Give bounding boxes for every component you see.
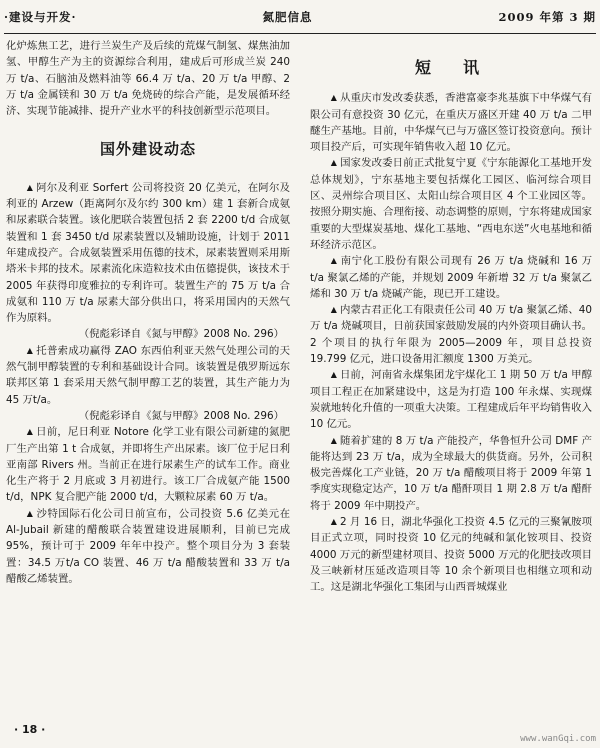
news-item-text: 国家发改委日前正式批复宁夏《宁东能源化工基地开发总体规划》，宁东基地主要包括煤化工园区、临河综合项目区、灵州综合项目区、太阳山综合项目区 4 个工业园区等。按照分期实施、合理衔接、动态调整的原则，宁东将建成国家重要的大型煤炭基地、煤化工基地、“西电东送”火电基地和循环经济示范区。 [310,157,592,251]
news-item [6,424,290,505]
section-title-short-news: 短 讯 [414,58,487,77]
news-item-text: 随着扩建的 8 万 t/a 产能投产，华鲁恒升公司 DMF 产能将达到 23 万 t/a，成为全球最大的供货商。另外，公司积极完善煤化工产业链，20 万 t/a 醋酸项目将于 2009 年第 1 季度实现稳定达产，10 万 t/a 醋酐项目 1 期 2.8 万 t/a 醋酐将于 2009 年中期投产。 [310,434,593,512]
watermark: www.wanGqi.com [520,734,596,744]
header-rule [4,33,596,34]
section-title-foreign: 国外建设动态 [99,140,196,159]
triangle-icon: ▲ [330,93,338,103]
news-item [310,302,592,367]
news-source: （倪彪彩译自《氮与甲醇》2008 No. 296） [78,409,284,422]
triangle-icon: ▲ [26,508,34,518]
news-item [310,90,592,155]
running-header [4,4,596,30]
triangle-icon: ▲ [330,305,337,315]
news-item-text: 从重庆市发改委获悉，香港富豪李兆基旗下中华煤气有限公司有意投资 30 亿元，在重庆万盛区开建 40 万 t/a 二甲醚生产基地。目前，中华煤气已与万盛区签订投资意向。预计项目投产后，可实现年销售收入超 10 亿元。 [310,92,592,154]
intro-paragraph: 化炉炼焦工艺，进行兰炭生产及后续的荒煤气制氢、煤焦油加氢、甲醇生产为主的资源综合利用，建成后可形成兰炭 240 万 t/a、石脑油及燃料油等 66.4 万 t/a、20 万 t/a 甲醇、2 万 t/a 金属镁和 30 万 t/a 免烧砖的综合产能，是发展循环经济、实现节能减排、提升产业水平的科技创新型示范项目。 [6,40,290,118]
news-item [6,180,290,327]
news-item [310,433,592,514]
triangle-icon: ▲ [330,256,338,266]
news-item-text: 内蒙古君正化工有限责任公司 40 万 t/a 聚氯乙烯、40 万 t/a 烧碱项目，日前获国家鼓励发展的内外资项目确认书。2 个项目的执行年限为 2005—2009 年，项目总投资 19.799 亿元，进口设备用汇额度 1300 万美元。 [310,304,592,366]
triangle-icon: ▲ [26,427,34,437]
news-item-text: 日前，河南省永煤集团龙宇煤化工 1 期 50 万 t/a 甲醇项目工程正在加紧建设中，这是为打造 100 年永煤、实现煤炭就地转化升值的一项重大决策。工程建成后年平均销售收入 10 亿元。 [310,369,593,431]
news-item [310,367,592,432]
news-item-text: 沙特国际石化公司日前宣布，公司投资 5.6 亿美元在 Al-Jubail 新建的醋酸联合装置建设进展顺利，目前已完成 95%，预计可于 2009 年年中投产。整个项目分为 3 套装置：34.5 万t/a CO 装置、46 万 t/a 醋酸装置和 33 万 t/a 醋酸乙烯装置。 [6,507,290,585]
news-item [6,343,290,408]
news-item-text: 日前，尼日利亚 Notore 化学工业有限公司新建的氮肥厂生产出第 1 t 合成氨，并即将生产出尿素。该厂位于尼日利亚南部 Rivers 州。当前正在进行尿素生产的试车工作。商业化生产将于 2 月底或 3 月初进行。该工厂合成氨产能 1500 t/d，NPK 复合肥产能 2000 t/d，大颗粒尿素 60 万 t/a。 [6,426,290,504]
news-source: （倪彪彩译自《氮与甲醇》2008 No. 296） [78,328,284,341]
news-item [6,506,290,587]
page-number: · 18 · [14,723,46,736]
triangle-icon: ▲ [330,370,337,380]
right-column [310,60,592,596]
triangle-icon: ▲ [330,517,338,527]
news-item-text: 2 月 16 日，湖北华强化工投资 4.5 亿元的三聚氰胺项目正式立项，同时投资 10 亿元的纯碱和氯化铵项目、投资 4000 万元的新型建材项目、投资 5000 万元的化肥技改项目及三峡新材压延改造项目等 10 余个新项目也相继立项和动工。这是湖北华强化工集团与山西晋城煤业 [310,516,592,594]
news-item-text: 阿尔及利亚 Sorfert 公司将投资 20 亿美元，在阿尔及利亚的 Arzew（距离阿尔及尔约 300 km）建 1 套新合成氨和尿素联合装置。该化肥联合装置包括 2 套 2200 t/d 合成氨装置和 1 套 3450 t/d 尿素装置以及辅助设施，计划于 2011 年建成投产。合成氨装置采用伍德的技术，尿素装置则采用斯塔米卡邦的技术。尿素流化床造粒技术由伍德提供，该技术于 2005 年获得印度雅拉的专利许可。装置生产的 75 万 t/a 合成氨和 110 万 t/a 尿素大部分供出口，将采用国内的天然气作为原料。 [6,181,290,325]
news-item [310,514,592,595]
triangle-icon: ▲ [26,345,34,355]
news-item [310,155,592,253]
news-item [310,253,592,302]
left-column [6,38,290,587]
news-item-text: 托普索成功赢得 ZAO 东西伯利亚天然气处理公司的天然气制甲醇装置的专利和基础设计合同。该装置是俄罗斯远东联邦区第 1 套采用天然气制甲醇工艺的装置，其生产能力为 45 万t/a。 [6,344,291,406]
header-section: ·建设与开发· [4,10,77,24]
header-journal: 氮肥信息 [262,10,313,24]
foreign-news-list [6,180,290,587]
triangle-icon: ▲ [26,182,34,192]
triangle-icon: ▲ [330,435,338,445]
short-news-list [310,90,592,595]
news-item-text: 南宁化工股份有限公司现有 26 万 t/a 烧碱和 16 万 t/a 聚氯乙烯的产能，并规划 2009 年新增 32 万 t/a 聚氯乙烯和 30 万 t/a 烧碱产能，现已开工建设。 [310,255,593,300]
triangle-icon: ▲ [330,158,338,168]
header-issue: 2009 年第 3 期 [498,10,596,24]
